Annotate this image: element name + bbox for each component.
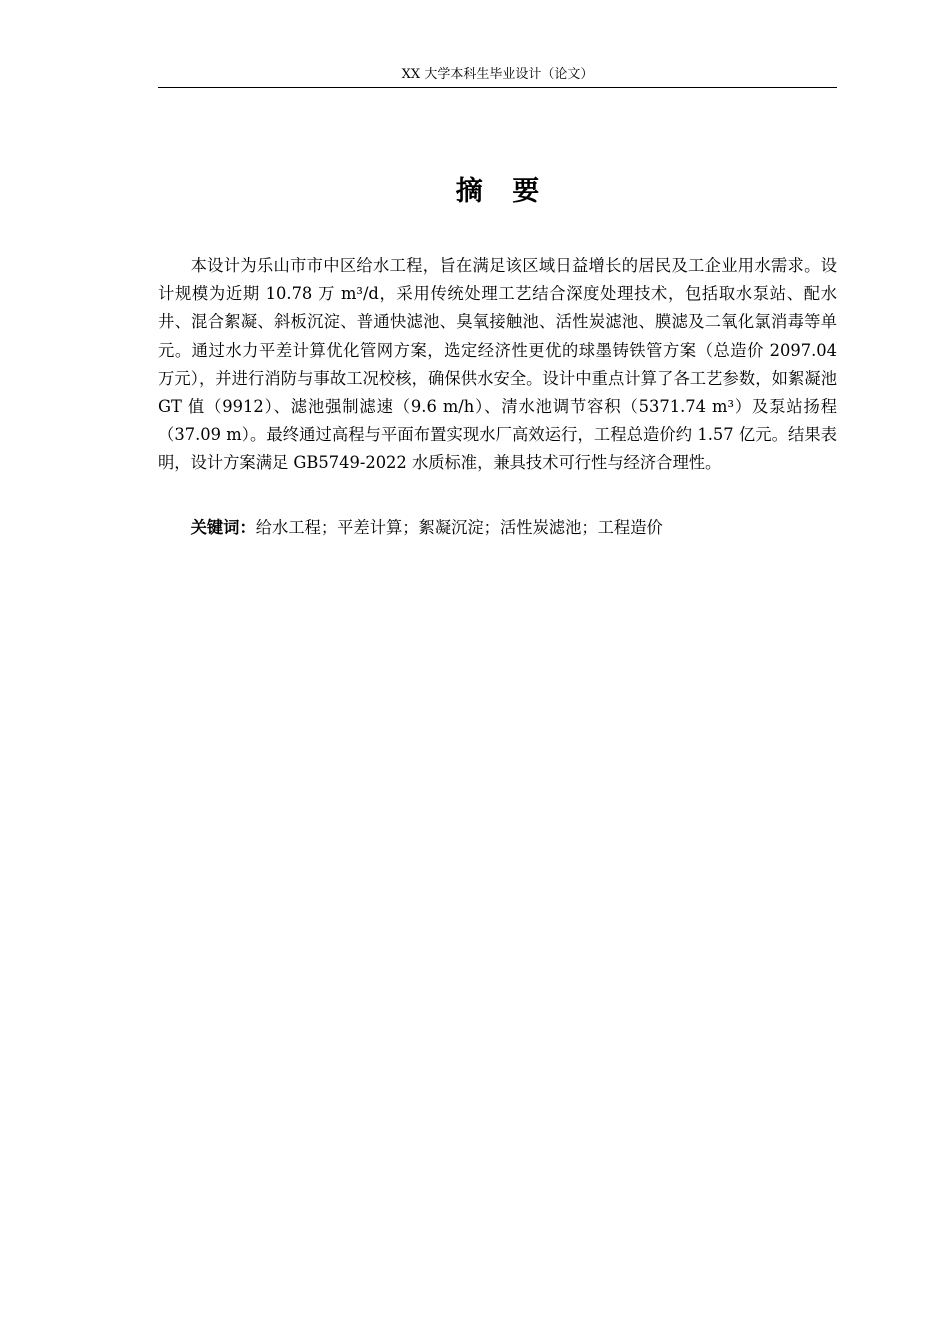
abstract-title: 摘 要 (455, 176, 550, 207)
abstract-body: 本设计为乐山市市中区给水工程，旨在满足该区域日益增长的居民及工企业用水需求。设计规模为近期 10.78 万 m³/d，采用传统处理工艺结合深度处理技术，包括取水泵站、配水井、混合絮凝、斜板沉淀、普通快滤池、臭氧接触池、活性炭滤池、膜滤及二氧化氯消毒等单元。通过水力平差计算优化管网方案，选定经济性更优的球墨铸铁管方案（总造价 2097.04 万元），并进行消防与事故工况校核，确保供水安全。设计中重点计算了各工艺参数，如絮凝池 GT 值（9912）、滤池强制滤速（9.6 m/h）、清水池调节容积（5371.74 m³）及泵站扬程（37.09 m）。最终通过高程与平面布置实现水厂高效运行，工程总造价约 1.57 亿元。结果表明，设计方案满足 GB5749-2022 水质标准，兼具技术可行性与经济合理性。 (158, 256, 837, 473)
keywords-line (158, 514, 837, 542)
keywords-label: 关键词： (190, 518, 256, 537)
running-header: XX 大学本科生毕业设计（论文） (158, 66, 837, 88)
keywords-text: 给水工程；平差计算；絮凝沉淀；活性炭滤池；工程造价 (255, 518, 663, 537)
